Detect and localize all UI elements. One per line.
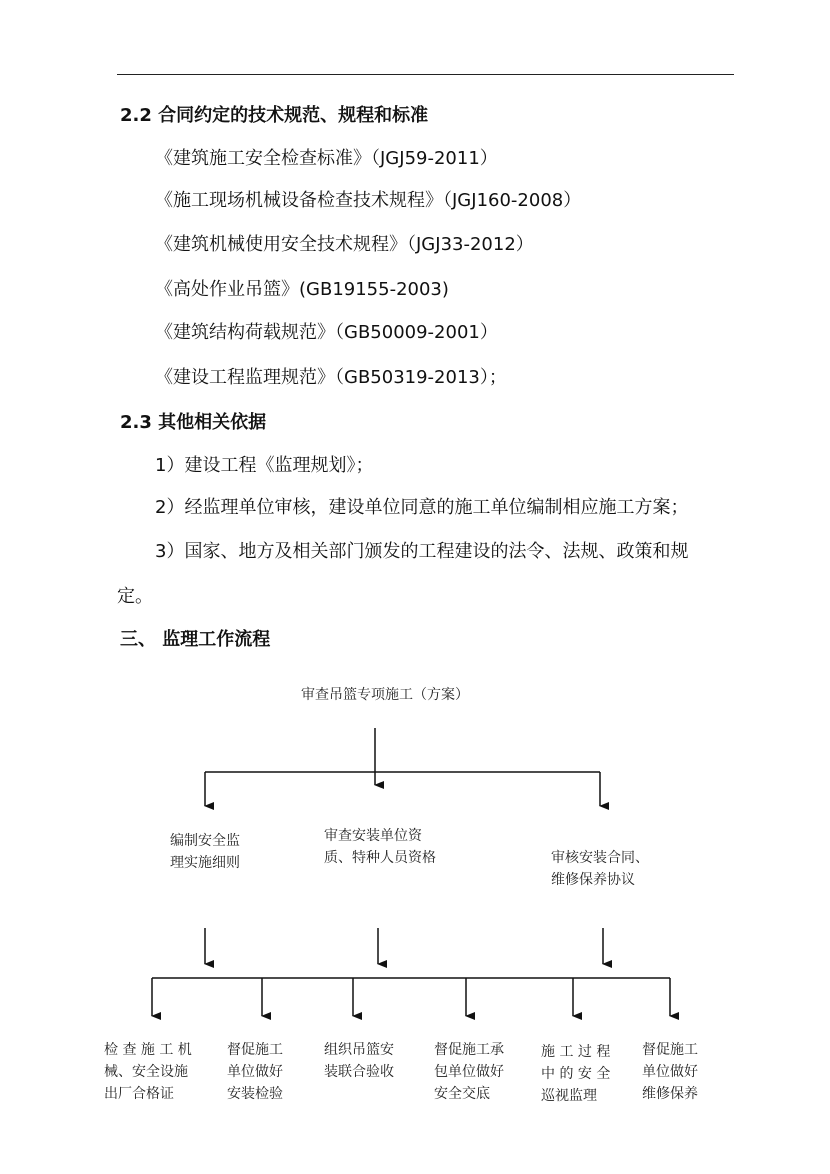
flow-node-right: 维修保养协议 xyxy=(551,872,635,888)
flow-leaf-1: 检 查 施 工 机 xyxy=(104,1042,192,1058)
standard-item: 《施工现场机械设备检查技术规程》（JGJ160-2008） xyxy=(155,190,582,211)
flow-leaf-4: 包单位做好 xyxy=(434,1064,504,1080)
flow-leaf-3: 装联合验收 xyxy=(324,1064,394,1080)
flow-leaf-3: 组织吊篮安 xyxy=(324,1042,394,1058)
flow-leaf-4: 安全交底 xyxy=(434,1086,490,1102)
flow-top-node: 审查吊篮专项施工（方案） xyxy=(301,687,469,703)
section-2-2-heading: 2.2 合同约定的技术规范、规程和标准 xyxy=(120,105,429,126)
flow-node-middle: 质、特种人员资格 xyxy=(324,850,436,866)
flow-leaf-5: 巡视监理 xyxy=(541,1088,597,1104)
flow-leaf-5: 中 的 安 全 xyxy=(541,1066,611,1082)
flow-leaf-6: 督促施工 xyxy=(642,1042,698,1058)
flow-leaf-1: 出厂合格证 xyxy=(104,1086,174,1102)
standard-item: 《建筑施工安全检查标准》（JGJ59-2011） xyxy=(155,148,498,169)
standard-item: 《建设工程监理规范》（GB50319-2013）； xyxy=(155,367,507,388)
section-3-heading: 三、 监理工作流程 xyxy=(120,629,271,650)
standard-item: 《高处作业吊篮》(GB19155-2003) xyxy=(155,279,449,300)
flow-leaf-2: 安装检验 xyxy=(227,1086,283,1102)
flow-node-right: 审核安装合同、 xyxy=(551,850,649,866)
section-2-3-heading: 2.3 其他相关依据 xyxy=(120,412,267,433)
flow-leaf-6: 维修保养 xyxy=(642,1086,698,1102)
basis-item-1: 1）建设工程《监理规划》； xyxy=(155,455,374,476)
flow-leaf-1: 械、安全设施 xyxy=(104,1064,188,1080)
flow-leaf-5: 施 工 过 程 xyxy=(541,1044,611,1060)
basis-item-2: 2）经监理单位审核，建设单位同意的施工单位编制相应施工方案； xyxy=(155,497,689,518)
standard-item: 《建筑结构荷载规范》（GB50009-2001） xyxy=(155,322,498,343)
flow-node-middle: 审查安装单位资 xyxy=(324,828,422,844)
flow-leaf-2: 督促施工 xyxy=(227,1042,283,1058)
flow-leaf-4: 督促施工承 xyxy=(434,1042,504,1058)
flow-leaf-6: 单位做好 xyxy=(642,1064,698,1080)
flow-node-left: 理实施细则 xyxy=(170,855,240,871)
flow-node-left: 编制安全监 xyxy=(170,833,240,849)
flow-leaf-2: 单位做好 xyxy=(227,1064,283,1080)
basis-item-3-continued: 定。 xyxy=(117,586,153,607)
standard-item: 《建筑机械使用安全技术规程》（JGJ33-2012） xyxy=(155,234,534,255)
basis-item-3: 3）国家、地方及相关部门颁发的工程建设的法令、法规、政策和规 xyxy=(155,541,689,562)
